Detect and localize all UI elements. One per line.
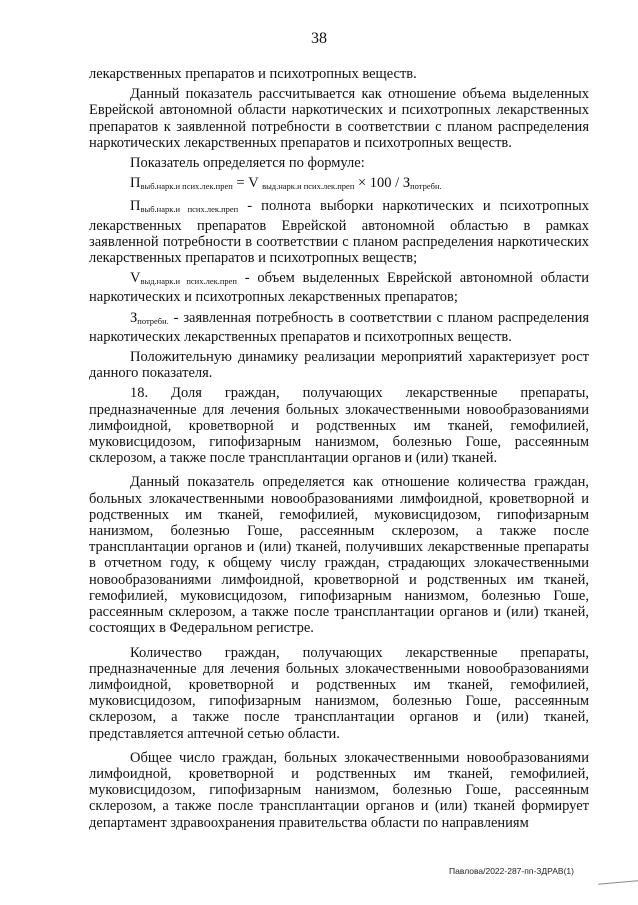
page-number: 38 (311, 30, 327, 47)
definition-v-symbol: V (130, 270, 141, 287)
formula-equals-v: = V (232, 175, 263, 192)
formula-z-subscript: потребн. (410, 181, 442, 192)
formula-multiply-divide: × 100 / З (354, 175, 411, 192)
definition-p-subscript: выб.нарк.и псих.лек.преп (140, 204, 239, 215)
margin-stroke (598, 880, 638, 884)
paragraph-continuation: лекарственных препаратов и психотропных веществ. (89, 66, 417, 82)
definition-v (89, 270, 589, 305)
paragraph-positive-dynamics: Положительную динамику реализации мероприятий характеризует рост данного показателя. (89, 349, 589, 382)
paragraph-indicator-description: Данный показатель рассчитывается как отношение объема выделенных Еврейской автономной области наркотических и психотропных лекарственных препаратов к заявленной потребности в соответствии с планом распределения наркотических лекарственных препаратов и психотропных веществ. (89, 86, 589, 151)
formula-v-subscript: выд.нарк.и псих.лек.преп (262, 181, 355, 192)
paragraph-formula-intro: Показатель определяется по формуле: (130, 155, 365, 172)
paragraph-item-18: 18. Доля граждан, получающих лекарственные препараты, предназначенные для лечения больных злокачественными новообразованиями лимфоидной, кроветворной и родственных им тканей, гемофилией, муковисцидозом, гипофизарным нанизмом, болезнью Гоше, рассеянным склерозом, а также после трансплантации органов и (или) тканей. (89, 385, 589, 467)
definition-p (89, 198, 589, 266)
formula-p-subscript: выб.нарк.и псих.лек.преп (140, 181, 233, 192)
definition-z-text: - заявленная потребность в соответствии с планом распределения наркотических лекарственных препаратов и психотропных веществ. (89, 309, 589, 345)
formula (89, 175, 589, 194)
formula-p-symbol: П (130, 175, 141, 192)
definition-p-symbol: П (130, 198, 141, 215)
paragraph-indicator-18-description: Данный показатель определяется как отношение количества граждан, больных злокачественными новообразованиями лимфоидной, кроветворной и родственных им тканей, гемофилией, муковисцидозом, гипофизарным нанизмом, болезнью Гоше, рассеянным склерозом, а также после трансплантации органов и (или) тканей, получивших лекарственные препараты в отчетном году, к общему числу граждан, страдающих злокачественными новообразованиями лимфоидной, кроветворной и родственных им тканей, гемофилией, муковисцидозом, гипофизарным нанизмом, болезнью Гоше, рассеянным склерозом, а также после трансплантации органов и (или) тканей, состоящих в Федеральном регистре. (89, 474, 589, 637)
document-body (89, 66, 589, 835)
definition-p-text: - полнота выборки наркотических и психотропных лекарственных препаратов Еврейской автономной областью в рамках заявленной потребности в соответствии с планом распределения наркотических лекарственных препаратов и психотропных веществ; (89, 198, 589, 267)
paragraph-total-citizens: Общее число граждан, больных злокачественными новообразованиями лимфоидной, кроветворной и родственных им тканей, гемофилией, муковисцидозом, гипофизарным нанизмом, болезнью Гоше, рассеянным склерозом, а также после трансплантации органов и (или) тканей формирует департамент здравоохранения правительства области по направлениям (89, 749, 589, 831)
definition-v-subscript: выд.нарк.и псих.лек.преп (140, 276, 237, 287)
definition-z (89, 310, 589, 345)
paragraph-count-citizens: Количество граждан, получающих лекарственные препараты, предназначенные для лечения больных злокачественными новообразованиями лимфоидной, кроветворной и родственных им тканей, гемофилией, муковисцидозом, гипофизарным нанизмом, болезнью Гоше, рассеянным склерозом, а также после трансплантации органов и (или) тканей, представляется аптечной сетью области. (89, 644, 589, 742)
definition-z-subscript: потребн. (137, 315, 169, 326)
footer-document-code: Павлова/2022-287-пп-ЗДРАВ(1) (449, 866, 574, 876)
definition-v-text: - объем выделенных Еврейской автономной области наркотических и психотропных лекарственных препаратов; (89, 270, 589, 306)
definition-z-symbol: З (130, 309, 138, 326)
